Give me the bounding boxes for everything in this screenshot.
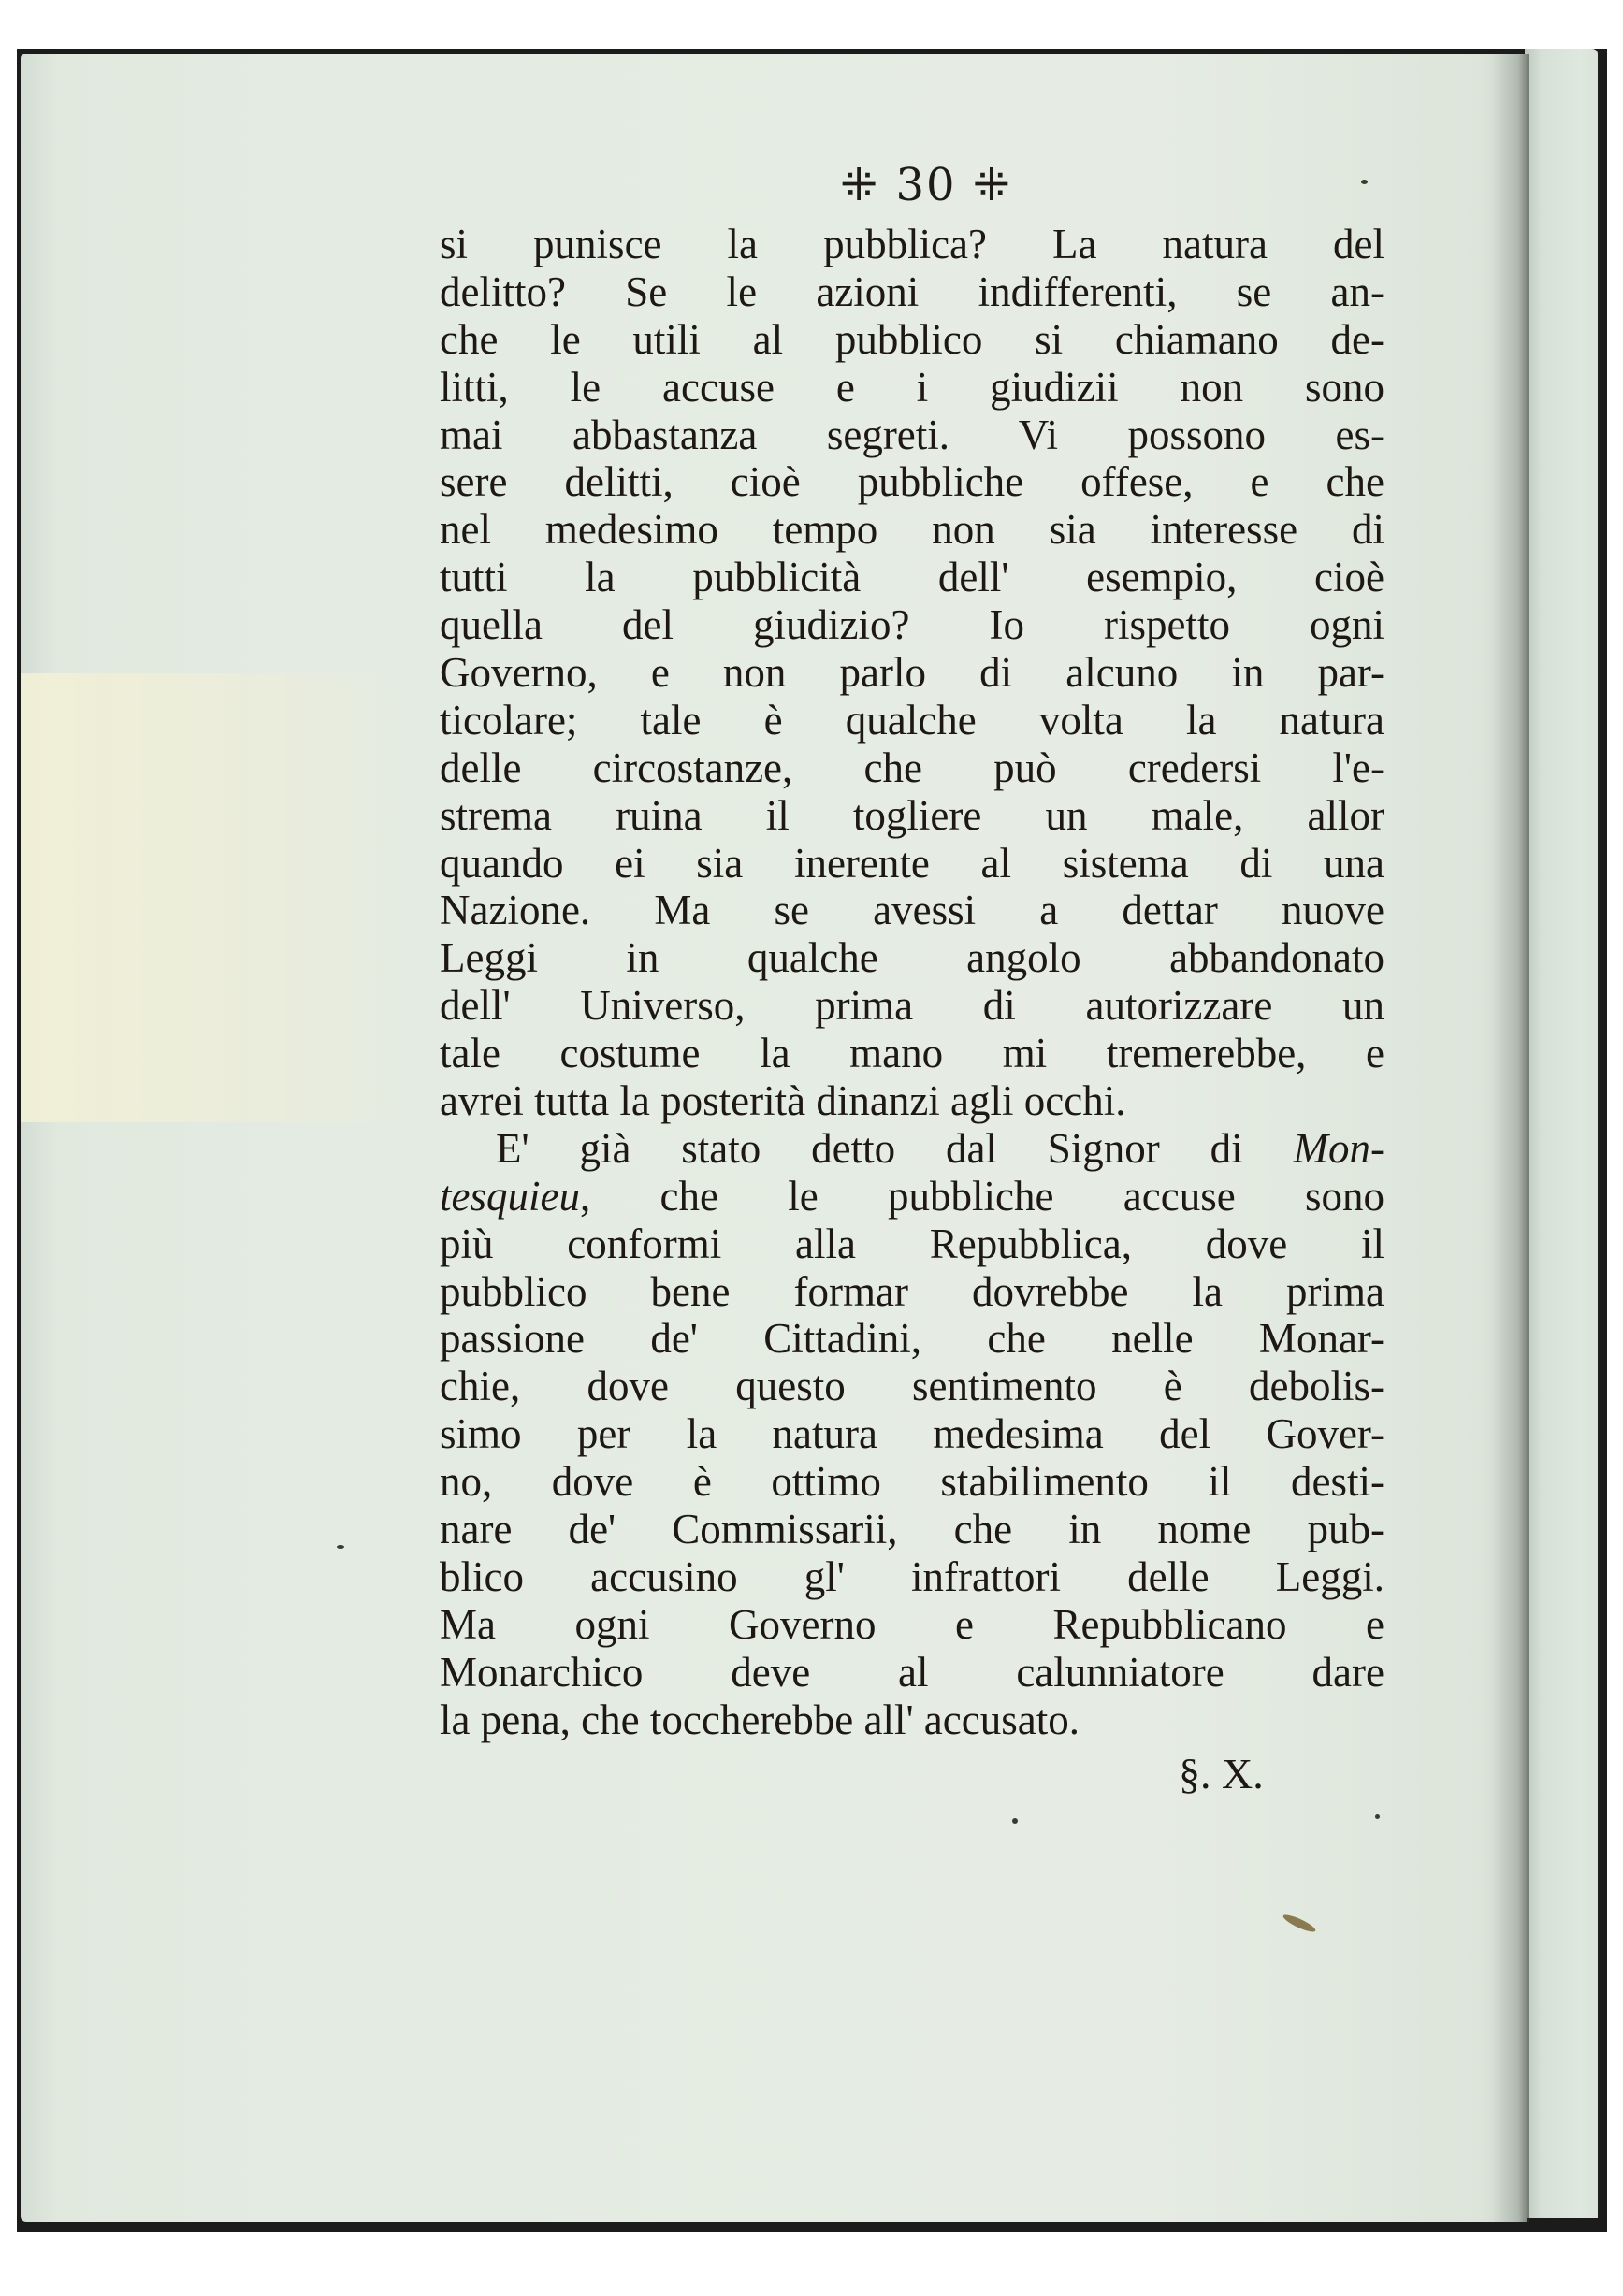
text-line: Monarchico deve al calunniatore dare	[440, 1648, 1384, 1696]
text-line: delle circostanze, che può credersi l'e-	[440, 744, 1384, 791]
text-span: E' già stato detto dal Signor di	[496, 1124, 1294, 1172]
text-line: no, dove è ottimo stabilimento il desti-	[440, 1458, 1384, 1506]
text-line: passione de' Cittadini, che nelle Monar-	[440, 1315, 1384, 1363]
page-header: ⁜ 30 ⁜	[839, 159, 1013, 211]
paper-speck	[1012, 1818, 1018, 1824]
facing-page-edge	[1525, 49, 1598, 2218]
paper-speck	[1361, 180, 1368, 184]
page-discoloration	[21, 673, 413, 1122]
text-line: strema ruina il togliere un male, allor	[440, 791, 1384, 839]
text-line: Ma ogni Governo e Repubblicano e	[440, 1600, 1384, 1648]
text-line: che le utili al pubblico si chiamano de-	[440, 315, 1384, 363]
page-gutter-shadow	[1492, 54, 1529, 2222]
text-line	[440, 1173, 1384, 1220]
text-line: ticolare; tale è qualche volta la natura	[440, 696, 1384, 744]
italic-name: Mon-	[1293, 1124, 1384, 1172]
text-line: delitto? Se le azioni indifferenti, se an-	[440, 267, 1384, 315]
text-line: chie, dove questo sentimento è debolis-	[440, 1363, 1384, 1410]
text-line: avrei tutta la posterità dinanzi agli occhi.	[440, 1077, 1126, 1125]
text-line-paragraph-start	[440, 1125, 1384, 1173]
text-line: più conformi alla Repubblica, dove il	[440, 1220, 1384, 1267]
text-line: simo per la natura medesima del Gover-	[440, 1410, 1384, 1458]
text-line: la pena, che toccherebbe all' accusato.	[440, 1696, 1080, 1743]
section-heading: §. X.	[1179, 1750, 1264, 1798]
text-line: nare de' Commissarii, che in nome pub-	[440, 1506, 1384, 1553]
text-line: blico accusino gl' infrattori delle Leggi.	[440, 1552, 1384, 1600]
text-line: si punisce la pubblica? La natura del	[440, 221, 1384, 267]
text-line: Leggi in qualche angolo abbandonato	[440, 934, 1384, 982]
paper-speck	[1375, 1814, 1380, 1819]
text-line: Nazione. Ma se avessi a dettar nuove	[440, 887, 1384, 934]
italic-name: tesquieu	[440, 1172, 580, 1220]
text-span: , che le pubbliche accuse sono	[579, 1172, 1384, 1220]
text-line: quella del giudizio? Io rispetto ogni	[440, 601, 1384, 649]
text-line: Governo, e non parlo di alcuno in par-	[440, 649, 1384, 697]
page-body-text	[440, 221, 1384, 1744]
paper-speck	[337, 1545, 344, 1549]
text-line: litti, le accuse e i giudizii non sono	[440, 363, 1384, 411]
text-line: tale costume la mano mi tremerebbe, e	[440, 1030, 1384, 1077]
text-line: dell' Universo, prima di autorizzare un	[440, 982, 1384, 1030]
text-line: quando ei sia inerente al sistema di una	[440, 839, 1384, 887]
text-line: sere delitti, cioè pubbliche offese, e che	[440, 458, 1384, 506]
text-line: tutti la pubblicità dell' esempio, cioè	[440, 554, 1384, 601]
text-line: mai abbastanza segreti. Vi possono es-	[440, 411, 1384, 458]
text-line: nel medesimo tempo non sia interesse di	[440, 506, 1384, 554]
text-line: pubblico bene formar dovrebbe la prima	[440, 1267, 1384, 1315]
